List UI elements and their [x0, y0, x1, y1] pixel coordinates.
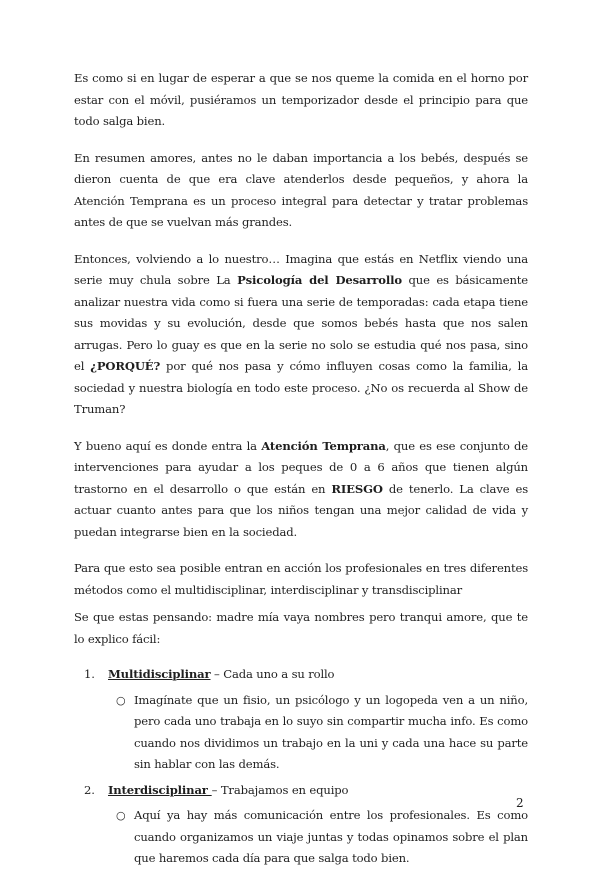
methods-list: [74, 664, 528, 870]
list-item-heading: [108, 780, 528, 802]
list-term: Multidisciplinar: [108, 667, 211, 681]
sub-list-text: Aquí ya hay más comunicación entre los profesionales. Es como cuando organizamos un viaje juntas y todas opinamos sobre el plan que haremos cada día para que salga todo bien.: [134, 808, 528, 865]
sub-list-item: [74, 690, 528, 776]
text-run: Y bueno aquí es donde entra la: [74, 438, 262, 453]
text-run: Entonces, volviendo a lo nuestro… Imagina que estás en Netflix viendo una serie muy chula sobre La: [74, 251, 528, 287]
text-run: , que es ese conjunto de intervenciones para ayudar a los peques de 0 a 6 años que tienen algún trastorno en el desarrollo o que están en: [74, 438, 528, 496]
paragraph-atencion-temprana: [74, 436, 528, 544]
page-number: 2: [516, 796, 524, 810]
list-number: 2.: [84, 782, 95, 797]
paragraph-oven-analogy: Es como si en lugar de esperar a que se nos queme la comida en el horno por estar con el móvil, pusiéramos un temporizador desde el principio para que todo salga bien.: [74, 71, 528, 128]
list-term: Interdisciplinar: [108, 782, 212, 797]
text-run: de tenerlo. La clave es actuar cuanto antes para que los niños tengan una mejor calidad de vida y puedan integrarse bien en la sociedad.: [74, 481, 528, 539]
hollow-bullet-icon: ○: [116, 693, 126, 707]
paragraph-summary: En resumen amores, antes no le daban importancia a los bebés, después se dieron cuenta de que era clave atenderlos desde pequeños, y ahora la Atención Temprana es un proceso integral para detectar y tratar problemas antes de que se vuelvan más grandes.: [74, 150, 528, 229]
paragraph-explain: Se que estas pensando: madre mía vaya nombres pero tranqui amore, que te lo explico fácil:: [74, 610, 528, 646]
paragraph-netflix: [74, 249, 528, 421]
text-run: por qué nos pasa y cómo influyen cosas como la familia, la sociedad y nuestra biología en todo este proceso. ¿No os recuerda al Show de Truman?: [74, 359, 528, 416]
page-body: [74, 68, 528, 870]
bold-term-psicologia: Psicología del Desarrollo: [237, 273, 402, 287]
text-run: que es básicamente analizar nuestra vida como si fuera una serie de temporadas: cada etapa tiene sus movidas y su evolución, desde que somos bebés hasta que nos salen arrugas. Pero lo guay es que en la serie no solo se estudia qué nos pasa, sino el: [74, 273, 528, 373]
list-desc: – Cada uno a su rollo: [210, 667, 335, 681]
sub-list-text: Imagínate que un fisio, un psicólogo y un logopeda ven a un niño, pero cada uno trabaja en lo suyo sin compartir mucha info. Es como cuando nos dividimos un trabajo en la uni y cada una hace su parte sin hablar con las demás.: [134, 692, 528, 771]
hollow-bullet-icon: ○: [116, 809, 126, 822]
bold-term-riesgo: RIESGO: [331, 481, 383, 496]
bold-term-atencion: Atención Temprana: [261, 438, 386, 453]
paragraph-methods: Para que esto sea posible entran en acción los profesionales en tres diferentes métodos como el multidisciplinar, interdisciplinar y transdisciplinar: [74, 561, 528, 597]
bold-term-porque: ¿PORQUÉ?: [90, 359, 161, 373]
list-item: [74, 664, 528, 686]
sub-list-item: [74, 805, 528, 870]
list-number: 1.: [84, 667, 95, 681]
list-item-heading: [108, 664, 528, 686]
list-item: [74, 780, 528, 802]
list-desc: – Trabajamos en equipo: [211, 782, 349, 797]
